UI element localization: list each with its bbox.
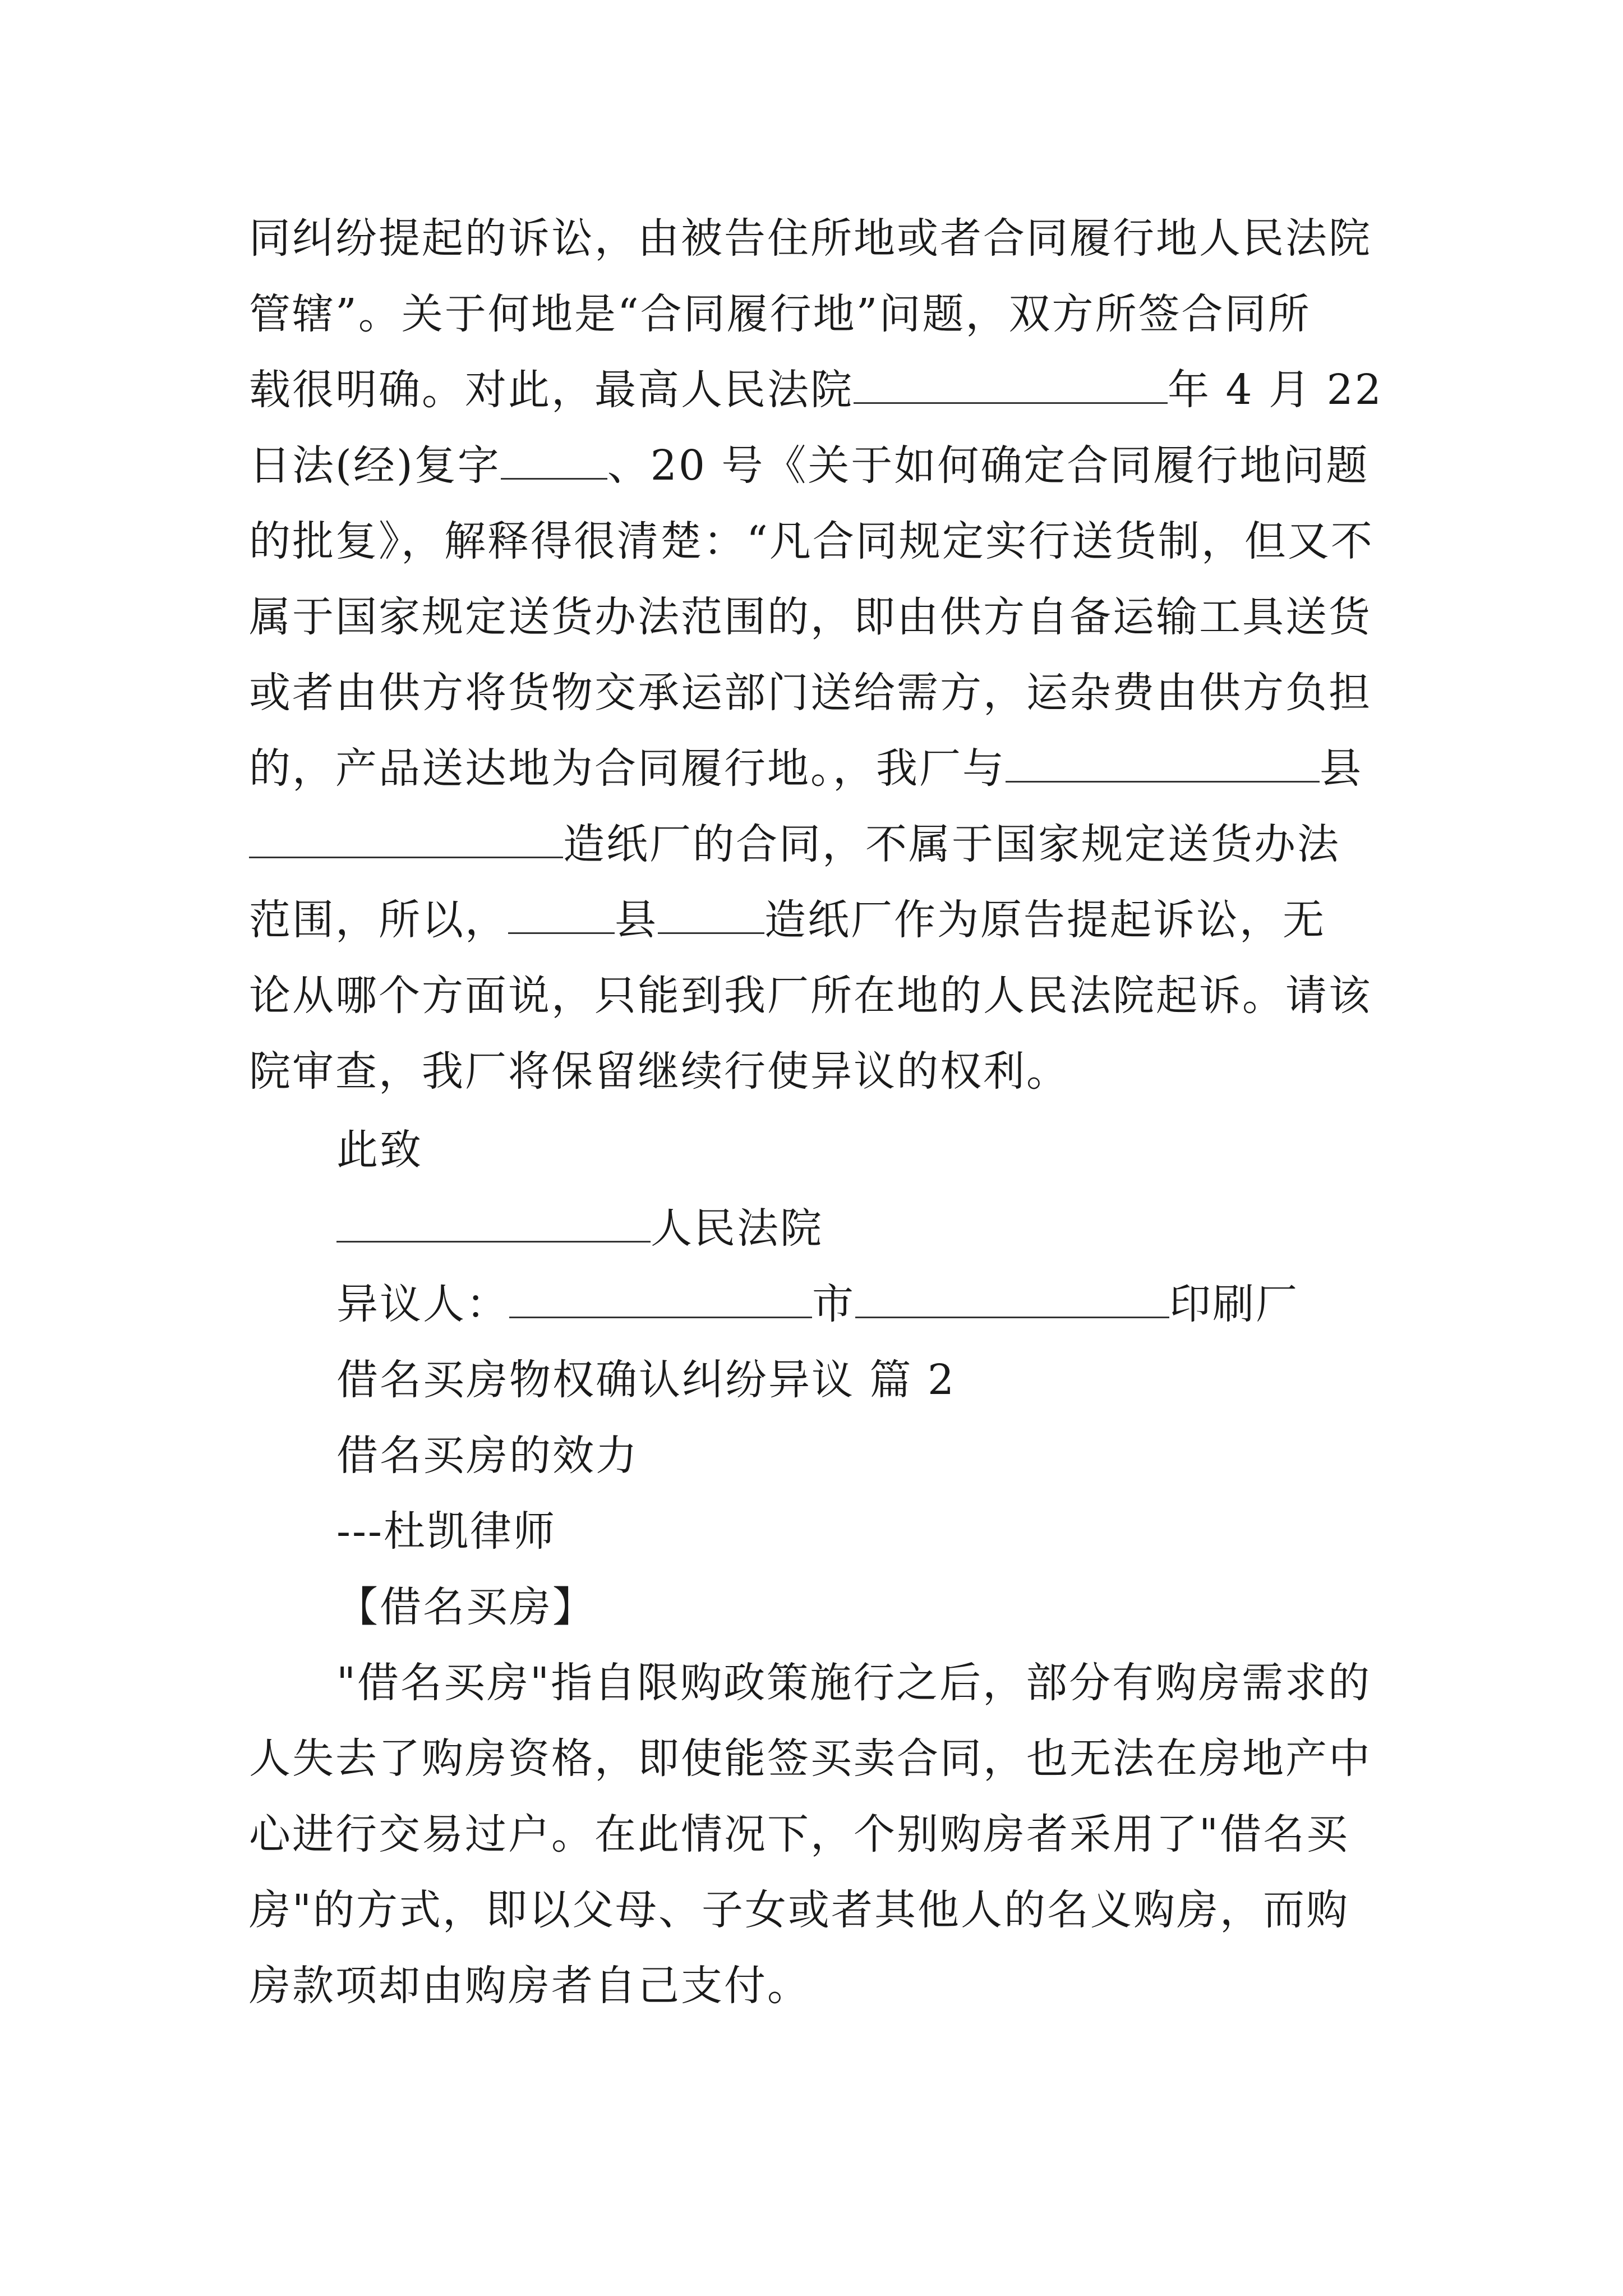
text: 同纠纷提起的诉讼，由被告住所地或者合同履行地人民法院 bbox=[249, 214, 1372, 263]
paragraph-line bbox=[249, 513, 1374, 569]
paragraph-line bbox=[249, 1731, 1372, 1787]
text: 此致 bbox=[336, 1126, 423, 1174]
text: 房款项却由购房者自己支付。 bbox=[249, 1962, 810, 2010]
paragraph-line bbox=[249, 1806, 1349, 1862]
paragraph-line bbox=[249, 286, 1311, 342]
text: 借名买房物权确认纠纷异议 篇 2 bbox=[336, 1356, 956, 1404]
text: 的，产品送达地为合同履行地。，我厂与 bbox=[249, 744, 1006, 793]
text: 日法(经)复字 bbox=[249, 441, 501, 490]
fill-in-blank bbox=[508, 898, 615, 934]
text: 人民法院 bbox=[651, 1204, 823, 1253]
text: 市 bbox=[812, 1280, 855, 1328]
text: 异议人： bbox=[336, 1280, 509, 1328]
fill-in-blank bbox=[658, 898, 764, 934]
text: 借名买房的效力 bbox=[336, 1432, 639, 1480]
paragraph-line bbox=[336, 1655, 1371, 1711]
text: 的批复》，解释得很清楚：“凡合同规定实行送货制，但又不 bbox=[249, 517, 1374, 565]
subheading bbox=[336, 1579, 596, 1635]
text: 、20 号《关于如何确定合同履行地问题 bbox=[607, 441, 1370, 490]
paragraph-line bbox=[249, 210, 1372, 266]
text: "借名买房"指自限购政策施行之后，部分有购房需求的 bbox=[336, 1659, 1372, 1707]
paragraph-line bbox=[249, 589, 1372, 645]
paragraph-line bbox=[249, 362, 1383, 418]
objector-line bbox=[336, 1276, 1299, 1332]
text: 院审查，我厂将保留继续行使异议的权利。 bbox=[249, 1047, 1069, 1096]
fill-in-blank bbox=[249, 822, 563, 858]
paragraph-line bbox=[249, 892, 1326, 948]
fill-in-blank bbox=[855, 1282, 1169, 1318]
text: 造纸厂作为原告提起诉讼，无 bbox=[764, 896, 1326, 944]
text: 属于国家规定送货办法范围的，即由供方自备运输工具送货 bbox=[249, 593, 1372, 641]
paragraph-line bbox=[249, 968, 1372, 1024]
text: 人失去了购房资格，即使能签买卖合同，也无法在房地产中 bbox=[249, 1734, 1372, 1783]
addressee-line bbox=[336, 1200, 823, 1257]
section-title bbox=[336, 1352, 956, 1408]
text: 心进行交易过户。在此情况下，个别购房者采用了"借名买 bbox=[249, 1810, 1350, 1858]
paragraph-line bbox=[249, 665, 1372, 721]
paragraph-line bbox=[249, 740, 1363, 797]
text: 房"的方式，即以父母、子女或者其他人的名义购房，而购 bbox=[249, 1886, 1350, 1934]
text: 印刷厂 bbox=[1169, 1280, 1299, 1328]
text: ---杜凯律师 bbox=[336, 1507, 557, 1556]
text: 县 bbox=[615, 896, 658, 944]
text: 载很明确。对此，最高人民法院 bbox=[249, 366, 854, 414]
paragraph-line bbox=[249, 816, 1340, 872]
text: 年 4 月 22 bbox=[1168, 366, 1383, 414]
text: 【借名买房】 bbox=[336, 1583, 596, 1631]
fill-in-blank bbox=[854, 367, 1168, 404]
text: 管辖”。关于何地是“合同履行地”问题，双方所签合同所 bbox=[249, 290, 1311, 338]
paragraph-line bbox=[249, 1882, 1349, 1938]
fill-in-blank bbox=[501, 443, 607, 480]
author-line bbox=[336, 1503, 556, 1559]
closing-salutation bbox=[336, 1122, 423, 1178]
text: 范围，所以， bbox=[249, 896, 508, 944]
text: 县 bbox=[1320, 744, 1363, 793]
article-title bbox=[336, 1428, 639, 1484]
text: 或者由供方将货物交承运部门送给需方，运杂费由供方负担 bbox=[249, 669, 1372, 717]
paragraph-line bbox=[249, 438, 1369, 494]
text: 造纸厂的合同，不属于国家规定送货办法 bbox=[563, 820, 1340, 868]
fill-in-blank bbox=[1006, 746, 1320, 783]
paragraph-line bbox=[249, 1958, 810, 2014]
fill-in-blank bbox=[509, 1282, 812, 1318]
paragraph-line bbox=[249, 1043, 1069, 1099]
fill-in-blank bbox=[336, 1206, 651, 1243]
text: 论从哪个方面说，只能到我厂所在地的人民法院起诉。请该 bbox=[249, 972, 1372, 1020]
